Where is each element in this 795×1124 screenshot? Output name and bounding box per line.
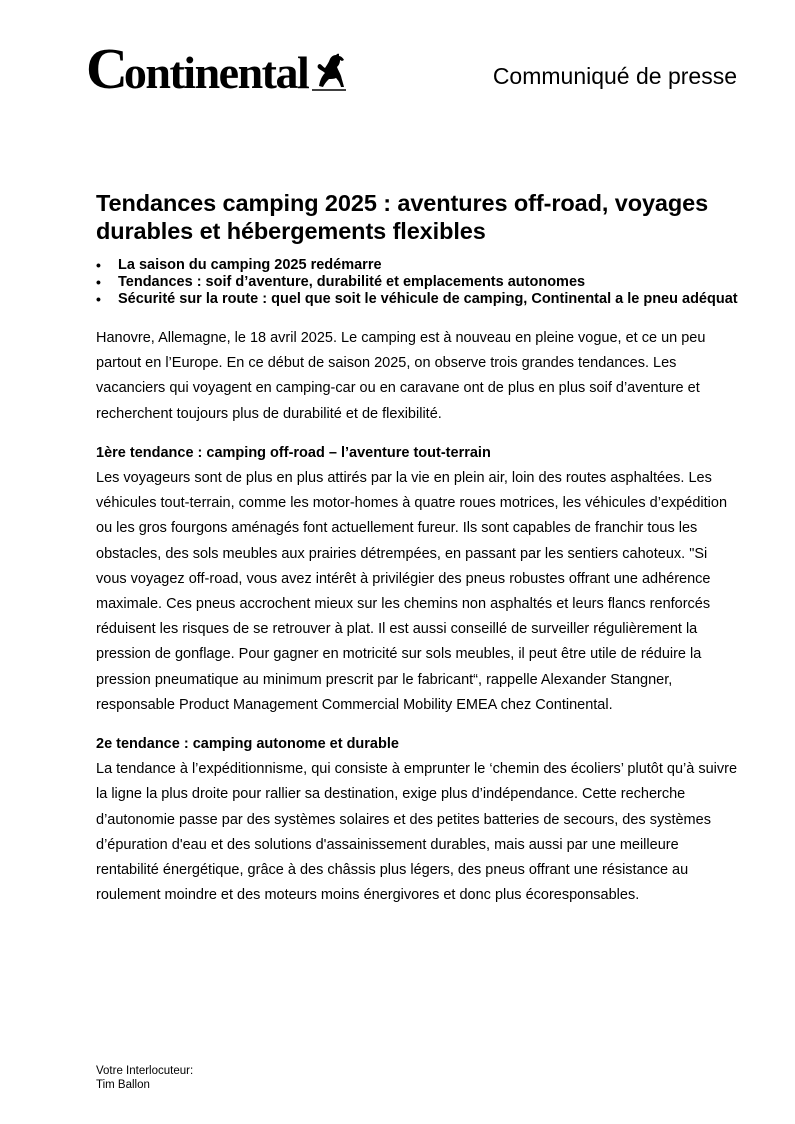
press-release-body: [96, 189, 738, 908]
section-paragraph: La tendance à l’expéditionnisme, qui consiste à emprunter le ‘chemin des écoliers’ plutôt qu’à suivre la ligne la plus droite pour rallier sa destination, exige plus d’indépendance. Cette recherche d’autonomie passe par des systèmes solaires et des petites batteries de secours, des systèmes d’épuration d'eau et des solutions d'assainissement durables, mais aussi par une meilleure rentabilité énergétique, grâce à des châssis plus légers, des pneus offrant une résistance au roulement moindre et des moteurs moins énergivores et donc plus écoresponsables.: [96, 761, 738, 904]
contact-footer: [96, 1064, 193, 1092]
logo-wordmark: Continental: [86, 36, 309, 101]
horse-icon: [310, 52, 348, 92]
page-title: Tendances camping 2025 : aventures off-road, voyages durables et hébergements flexibles: [96, 190, 709, 244]
intro-paragraph: Hanovre, Allemagne, le 18 avril 2025. Le camping est à nouveau en pleine vogue, et ce un peu partout en l’Europe. En ce début de saison 2025, on observe trois grandes tendances. Les vacanciers qui voyagent en camping-car ou en caravane ont de plus en plus soif d’aventure et recherchent toujours plus de durabilité et de flexibilité.: [96, 330, 706, 422]
section-heading: 1ère tendance : camping off-road – l’aventure tout-terrain: [96, 444, 491, 461]
list-item: • Tendances : soif d’aventure, durabilité et emplacements autonomes: [96, 274, 738, 291]
section-heading: 2e tendance : camping autonome et durable: [96, 736, 399, 753]
section-trend-2: [96, 732, 738, 908]
contact-name: Tim Ballon: [96, 1079, 150, 1091]
contact-label: Votre Interlocuteur:: [96, 1065, 194, 1077]
continental-logo: [86, 36, 348, 101]
key-points-list: [96, 257, 738, 308]
list-item: • Sécurité sur la route : quel que soit le véhicule de camping, Continental a le pneu adéquat: [96, 291, 738, 308]
list-item: • La saison du camping 2025 redémarre: [96, 257, 738, 274]
document-type-label: Communiqué de presse: [492, 63, 737, 89]
section-trend-1: [96, 441, 738, 718]
section-paragraph: Les voyageurs sont de plus en plus attirés par la vie en plein air, loin des routes asphaltées. Les véhicules tout-terrain, comme les motor-homes à quatre roues motrices, les véhicules d’expédition ou les gros fourgons aménagés font actuellement fureur. Ils sont capables de franchir tous les obstacles, des sols meubles aux prairies détrempées, en passant par les sentiers cahoteux. "Si vous voyagez off-road, vous avez intérêt à privilégier des pneus robustes offrant une adhérence maximale. Ces pneus accrochent mieux sur les chemins non asphaltés et leurs flancs renforcés réduisent les risques de se retrouver à plat. Il est aussi conseillé de surveiller régulièrement la pression de gonflage. Pour gagner en motricité sur sols meubles, il peut être utile de réduire la pression pneumatique au minimum prescrit par le fabricant“, rappelle Alexander Stangner, responsable Product Management Commercial Mobility EMEA chez Continental.: [96, 470, 728, 713]
